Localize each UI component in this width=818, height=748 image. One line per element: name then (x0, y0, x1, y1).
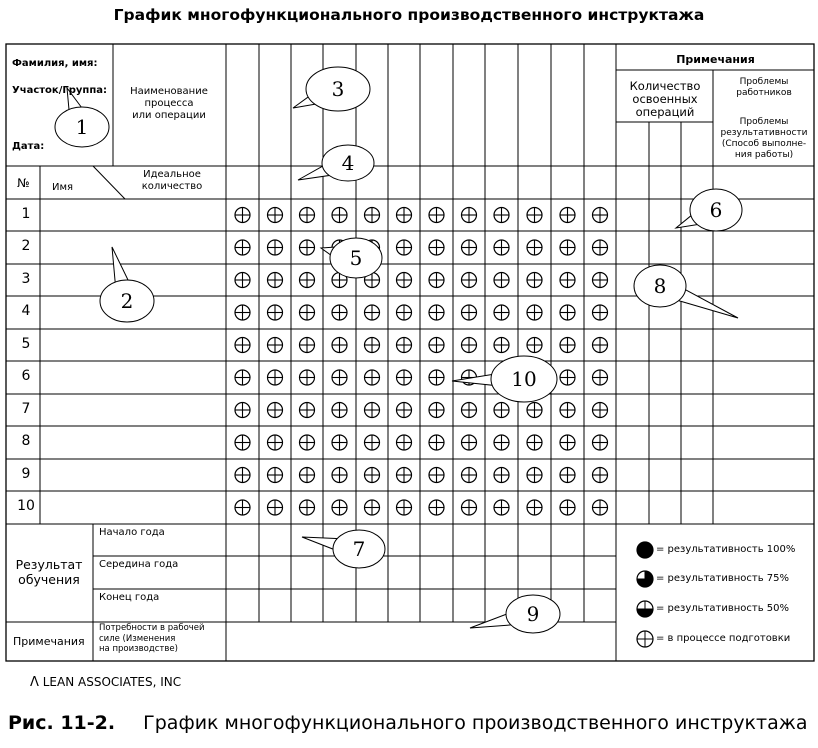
skill-circle-icon (560, 338, 575, 353)
skill-circle-icon (494, 208, 509, 223)
callout-number: 7 (352, 537, 366, 561)
callout-bubble (298, 145, 374, 181)
row-number: 8 (21, 433, 31, 449)
skill-circle-icon (365, 305, 380, 320)
skill-circle-icon (268, 468, 283, 483)
copyright: Λ LEAN ASSOCIATES, INC (30, 675, 182, 690)
skill-circle-icon (300, 273, 315, 288)
skill-circle-icon (593, 468, 608, 483)
skill-circle-icon (268, 403, 283, 418)
skill-circle-icon (429, 208, 444, 223)
skill-circle-icon (462, 240, 477, 255)
callout-bubble (293, 67, 370, 111)
skill-circle-icon (560, 208, 575, 223)
skill-circle-icon (560, 240, 575, 255)
skill-circle-icon (527, 305, 542, 320)
skill-circle-icon (462, 338, 477, 353)
skill-circle-icon (268, 338, 283, 353)
skill-circle-icon (365, 403, 380, 418)
skill-circle-icon (365, 338, 380, 353)
skill-circle-icon (462, 273, 477, 288)
skill-circle-icon (429, 468, 444, 483)
callout-number: 9 (526, 602, 540, 626)
callout-number: 2 (120, 289, 134, 313)
skill-circle-icon (429, 435, 444, 450)
skill-circle-icon (593, 435, 608, 450)
skill-circle-icon (365, 370, 380, 385)
skill-circle-icon (527, 240, 542, 255)
skill-circle-icon (332, 305, 347, 320)
skill-circle-icon (593, 370, 608, 385)
callout-number: 5 (349, 246, 363, 270)
skill-circle-icon (235, 305, 250, 320)
legend-symbol-icon (637, 631, 653, 647)
skill-circle-icon (527, 500, 542, 515)
skill-circle-icon (235, 208, 250, 223)
skill-circle-icon (235, 403, 250, 418)
skill-circle-icon (462, 305, 477, 320)
skill-circle-icon (300, 305, 315, 320)
skill-circle-icon (560, 273, 575, 288)
skill-circle-icon (332, 500, 347, 515)
skill-circle-icon (494, 240, 509, 255)
skill-circle-icon (235, 500, 250, 515)
skill-circle-icon (527, 403, 542, 418)
skill-circle-icon (593, 403, 608, 418)
row-number: 1 (21, 206, 31, 222)
skill-circle-icon (429, 273, 444, 288)
skill-circle-icon (429, 403, 444, 418)
skill-circle-icon (462, 435, 477, 450)
skill-circle-icon (429, 240, 444, 255)
skill-circle-icon (300, 370, 315, 385)
skill-circle-icon (332, 208, 347, 223)
skill-circle-icon (429, 338, 444, 353)
process-label: Наименование процесса или операции (130, 86, 208, 121)
skill-circle-icon (397, 500, 412, 515)
skill-circle-icon (397, 403, 412, 418)
skill-circle-icon (527, 435, 542, 450)
skill-circle-icon (560, 500, 575, 515)
skill-circle-icon (235, 240, 250, 255)
skill-circle-icon (593, 273, 608, 288)
skill-circle-icon (494, 403, 509, 418)
skill-circle-icon (462, 500, 477, 515)
ideal-quantity-label: Идеальное количество (141, 169, 203, 192)
legend-75: = результативность 75% (656, 573, 790, 584)
skill-circle-icon (268, 370, 283, 385)
skill-circle-icon (527, 338, 542, 353)
callout-bubble (321, 238, 382, 278)
surname-label: Фамилия, имя: (12, 58, 98, 69)
callout-number: 6 (709, 198, 723, 222)
legend-symbol-icon (637, 601, 653, 617)
skill-circle-icon (365, 500, 380, 515)
skill-circle-icon (462, 403, 477, 418)
skill-circle-icon (268, 435, 283, 450)
skill-circle-icon (235, 370, 250, 385)
skill-circle-icon (560, 468, 575, 483)
callout-number: 4 (341, 151, 355, 175)
skill-circle-icon (397, 208, 412, 223)
skill-circle-icon (268, 273, 283, 288)
callout-bubble (634, 265, 738, 318)
skill-circle-icon (300, 240, 315, 255)
row-number: 9 (21, 466, 31, 482)
skill-circle-icon (429, 500, 444, 515)
skill-circle-icon (365, 435, 380, 450)
callout-bubble (470, 595, 560, 633)
skill-circle-icon (300, 500, 315, 515)
callout-number: 3 (331, 77, 345, 101)
skill-circle-icon (300, 208, 315, 223)
skill-circle-icon (235, 468, 250, 483)
skill-circle-icon (397, 468, 412, 483)
row-number: 7 (21, 401, 31, 417)
date-label: Дата: (12, 141, 45, 152)
skill-circle-icon (300, 403, 315, 418)
skill-circle-icon (593, 240, 608, 255)
callout-number: 8 (653, 274, 667, 298)
skill-circle-icon (397, 370, 412, 385)
skill-circle-icon (268, 305, 283, 320)
skill-circle-icon (397, 435, 412, 450)
legend-in-training: = в процессе подготовки (656, 633, 791, 644)
section-label: Участок/Группа: (12, 85, 107, 96)
skill-circle-icon (332, 435, 347, 450)
skill-circle-icon (527, 273, 542, 288)
skill-circle-icon (268, 500, 283, 515)
workforce-needs-label: Потребности в рабочей силе (Изменения на производстве) (99, 623, 205, 654)
skill-circle-icon (397, 273, 412, 288)
skill-circle-icon (462, 208, 477, 223)
skill-circle-icon (332, 338, 347, 353)
callout-bubble (100, 247, 154, 322)
skill-circle-icon (593, 305, 608, 320)
skill-circle-icon (527, 208, 542, 223)
row-number: 5 (21, 336, 31, 352)
legend-100: = результативность 100% (656, 544, 796, 555)
legend-50: = результативность 50% (656, 603, 790, 614)
callout-bubble (452, 356, 557, 402)
row-number: 2 (21, 238, 31, 254)
skill-circle-icon (300, 338, 315, 353)
name-column-label: Имя (52, 182, 74, 193)
legend-symbol-icon (637, 542, 653, 558)
skill-circle-icon (397, 240, 412, 255)
skill-circle-icon (332, 468, 347, 483)
skill-circle-icon (494, 338, 509, 353)
training-result-label: Результат обучения (15, 557, 83, 587)
legend-symbol-icon (637, 571, 653, 587)
callout-bubble (302, 530, 385, 568)
callout-number: 10 (511, 367, 537, 391)
skill-circle-icon (332, 403, 347, 418)
skill-circle-icon (494, 305, 509, 320)
skill-circle-icon (593, 208, 608, 223)
row-number: 4 (21, 303, 31, 319)
skill-circle-icon (462, 468, 477, 483)
mid-year-label: Середина года (99, 559, 179, 570)
skill-circle-icon (494, 273, 509, 288)
mastered-operations-label: Количество освоенных операций (629, 79, 701, 119)
skill-circle-icon (429, 305, 444, 320)
chart-title: График многофункционального производственного инструктажа (113, 6, 705, 24)
skill-circle-icon (527, 468, 542, 483)
skill-circle-icon (365, 468, 380, 483)
lean-logo-icon: Λ (30, 675, 39, 690)
remarks-label: Примечания (13, 635, 85, 648)
number-column-label: № (17, 176, 30, 190)
notes-title: Примечания (676, 53, 755, 66)
skill-circle-icon (429, 370, 444, 385)
skill-circle-icon (235, 435, 250, 450)
skill-circle-icon (397, 305, 412, 320)
skill-circle-icon (494, 468, 509, 483)
skill-circle-icon (300, 435, 315, 450)
performance-problems-label: Проблемы результативности (Способ выполне- ния работы) (720, 117, 808, 160)
figure-caption-text: График многофункционального производственного инструктажа (143, 712, 808, 734)
callout-bubble (676, 189, 742, 231)
skill-circle-icon (268, 240, 283, 255)
start-of-year-label: Начало года (99, 527, 165, 538)
skill-circle-icon (494, 500, 509, 515)
skill-circle-icon (560, 305, 575, 320)
skill-circle-icon (593, 500, 608, 515)
row-number: 3 (21, 271, 31, 287)
end-of-year-label: Конец года (99, 592, 160, 603)
skill-circle-icon (560, 435, 575, 450)
worker-problems-label: Проблемы работников (736, 77, 792, 98)
skill-circle-icon (332, 370, 347, 385)
row-number: 6 (21, 368, 31, 384)
figure-caption (8, 712, 808, 734)
skill-circle-icon (494, 435, 509, 450)
callout-number: 1 (75, 115, 89, 139)
skill-circle-icon (235, 338, 250, 353)
skill-circle-icon (300, 468, 315, 483)
skill-circle-icon (397, 338, 412, 353)
skill-circle-icon (593, 338, 608, 353)
row-number: 10 (17, 498, 35, 514)
skill-circle-icon (560, 370, 575, 385)
figure-number: Рис. 11-2. (8, 712, 116, 734)
skill-circle-icon (560, 403, 575, 418)
skill-circle-icon (268, 208, 283, 223)
skill-circle-icon (365, 208, 380, 223)
skill-circle-icon (235, 273, 250, 288)
